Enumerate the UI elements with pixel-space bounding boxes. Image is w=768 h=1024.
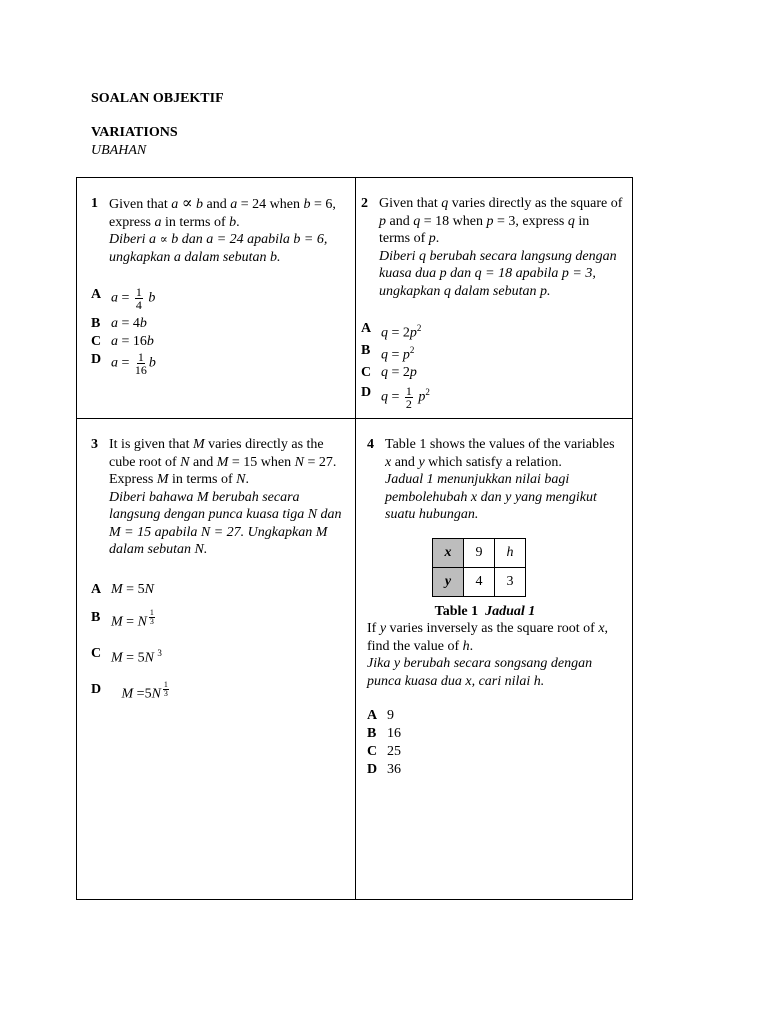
option-a[interactable]: A M = 5N: [91, 581, 154, 597]
option-a[interactable]: A $q = 2p^2$: [361, 321, 422, 341]
option-b[interactable]: B 16: [367, 726, 401, 741]
question-stem: It is given that M varies directly as the cube root of N and M = 15 when N = 27. Express M in terms of N.: [109, 437, 337, 487]
option-a[interactable]: A a = $\frac{1}{4}$ b: [91, 285, 156, 312]
table-row: [433, 567, 526, 596]
option-d[interactable]: D 36: [367, 762, 401, 777]
column-divider: [355, 178, 356, 899]
question-stem-malay: Jadual 1 menunjukkan nilai bagi pembolehubah x dan y yang mengikut suatu hubungan.: [385, 472, 597, 522]
question-number: 2: [361, 196, 368, 211]
table-header-cell: y: [433, 567, 464, 596]
question-number: 1: [91, 196, 98, 211]
topic-title: VARIATIONS: [91, 125, 178, 140]
section-title: SOALAN OBJEKTIF: [91, 91, 224, 106]
table-cell: 3: [495, 567, 526, 596]
question-number: 4: [367, 437, 374, 452]
question-number: 3: [91, 437, 98, 452]
question-4: [367, 436, 623, 779]
table-header-cell: x: [433, 538, 464, 567]
option-b[interactable]: B $q = p^2$: [361, 343, 415, 363]
question-2: [361, 195, 623, 410]
option-b[interactable]: B M = N $^{\frac{1}{3}}$: [91, 607, 154, 630]
option-c[interactable]: C q = 2p: [361, 365, 417, 381]
row-divider: [77, 418, 632, 419]
table-caption: Table 1 Jadual 1: [434, 603, 536, 619]
option-c[interactable]: C 25: [367, 744, 401, 759]
question-stem-malay: Diberi a ∝ b dan a = 24 apabila b = 6, ungkapkan a dalam sebutan b.: [109, 232, 328, 265]
question-grid: [76, 177, 633, 900]
table-cell: 4: [464, 567, 495, 596]
option-d[interactable]: D q = $\frac{1}{2}$ $p^2$: [361, 384, 430, 412]
option-d[interactable]: D a = $\frac{1}{16}$ b: [91, 350, 156, 377]
question-1: [91, 195, 343, 376]
question-stem-malay: Diberi bahawa M berubah secara langsung dengan punca kuasa tiga N dan M = 15 apabila N = 27. Ungkapkan M dalam sebutan N.: [109, 489, 342, 557]
question-prompt: If y varies inversely as the square root of x, find the value of h. Jika y berubah secara songsang dengan punca kuasa dua x, cari nilai h.: [367, 621, 609, 689]
question-3: [91, 436, 349, 703]
topic-title-malay: UBAHAN: [91, 143, 147, 158]
question-stem-malay: Diberi q berubah secara langsung dengan kuasa dua p dan q = 18 apabila p = 3, ungkapkan q dalam sebutan p.: [379, 248, 617, 299]
option-a[interactable]: A 9: [367, 708, 394, 723]
table-cell: h: [495, 538, 526, 567]
option-c[interactable]: C M = 5N $^3$: [91, 645, 162, 666]
values-table: [432, 538, 526, 597]
option-d[interactable]: D M =5N $^{\frac{1}{3}}$: [91, 680, 168, 702]
option-b[interactable]: B a = 4b: [91, 316, 147, 331]
table-cell: 9: [464, 538, 495, 567]
question-stem: Given that a ∝ b and a = 24 when b = 6, express a in terms of b.: [109, 195, 336, 230]
question-stem: Table 1 shows the values of the variables x and y which satisfy a relation.: [385, 437, 615, 470]
option-c[interactable]: C a = 16b: [91, 334, 154, 349]
question-stem: Given that q varies directly as the square of p and q = 18 when p = 3, express q in terms of p.: [379, 196, 623, 246]
table-row: [433, 538, 526, 567]
